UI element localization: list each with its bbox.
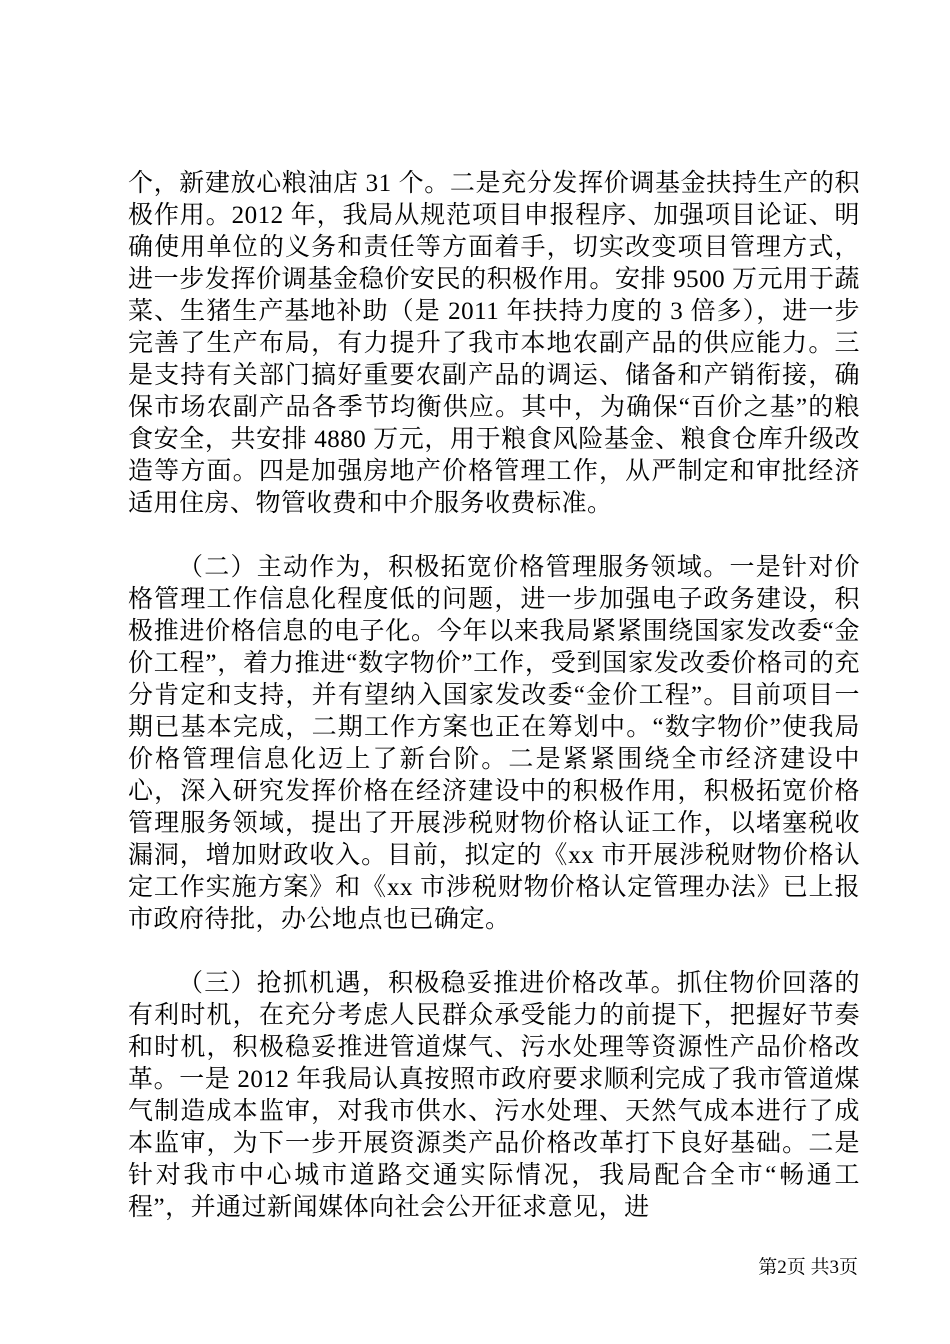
page-footer bbox=[758, 1256, 858, 1280]
page-number-label: 第2页 共3页 bbox=[758, 1257, 858, 1278]
paragraph-section-two: （二）主动作为，积极拓宽价格管理服务领域。一是针对价格管理工作信息化程度低的问题，进一步加强电子政务建设，积极推进价格信息的电子化。今年以来我局紧紧围绕国家发改委“金价工程”，着力推进“数字物价”工作，受到国家发改委价格司的充分肯定和支持，并有望纳入国家发改委“金价工程”。目前项目一期已基本完成，二期工作方案也正在筹划中。“数字物价”使我局价格管理信息化迈上了新台阶。二是紧紧围绕全市经济建设中心，深入研究发挥价格在经济建设中的积极作用，积极拓宽价格管理服务领域，提出了开展涉税财物价格认证工作，以堵塞税收漏洞，增加财政收入。目前，拟定的《xx 市开展涉税财物价格认定工作实施方案》和《xx 市涉税财物价格认定管理办法》已上报市政府待批，办公地点也已确定。 bbox=[128, 554, 860, 933]
paragraph-section-three: （三）抢抓机遇，积极稳妥推进价格改革。抓住物价回落的有利时机，在充分考虑人民群众承受能力的前提下，把握好节奏和时机，积极稳妥推进管道煤气、污水处理等资源性产品价格改革。一是 2012 年我局认真按照市政府要求顺利完成了我市管道煤气制造成本监审，对我市供水、污水处理、天然气成本进行了成本监审，为下一步开展资源类产品价格改革打下良好基础。二是针对我市中心城市道路交通实际情况，我局配合全市“畅通工程”，并通过新闻媒体向社会公开征求意见，进 bbox=[128, 970, 860, 1221]
paragraph-continuation: 个，新建放心粮油店 31 个。二是充分发挥价调基金扶持生产的积极作用。2012 年，我局从规范项目申报程序、加强项目论证、明确使用单位的义务和责任等方面着手，切实改变项目管理方式，进一步发挥价调基金稳价安民的积极作用。安排 9500 万元用于蔬菜、生猪生产基地补助（是 2011 年扶持力度的 3 倍多），进一步完善了生产布局，有力提升了我市本地农副产品的供应能力。三是支持有关部门搞好重要农副产品的调运、储备和产销衔接，确保市场农副产品各季节均衡供应。其中，为确保“百价之基”的粮食安全，共安排 4880 万元，用于粮食风险基金、粮食仓库升级改造等方面。四是加强房地产价格管理工作，从严制定和审批经济适用住房、物管收费和中介服务收费标准。 bbox=[128, 170, 860, 517]
document-body bbox=[128, 168, 860, 1224]
